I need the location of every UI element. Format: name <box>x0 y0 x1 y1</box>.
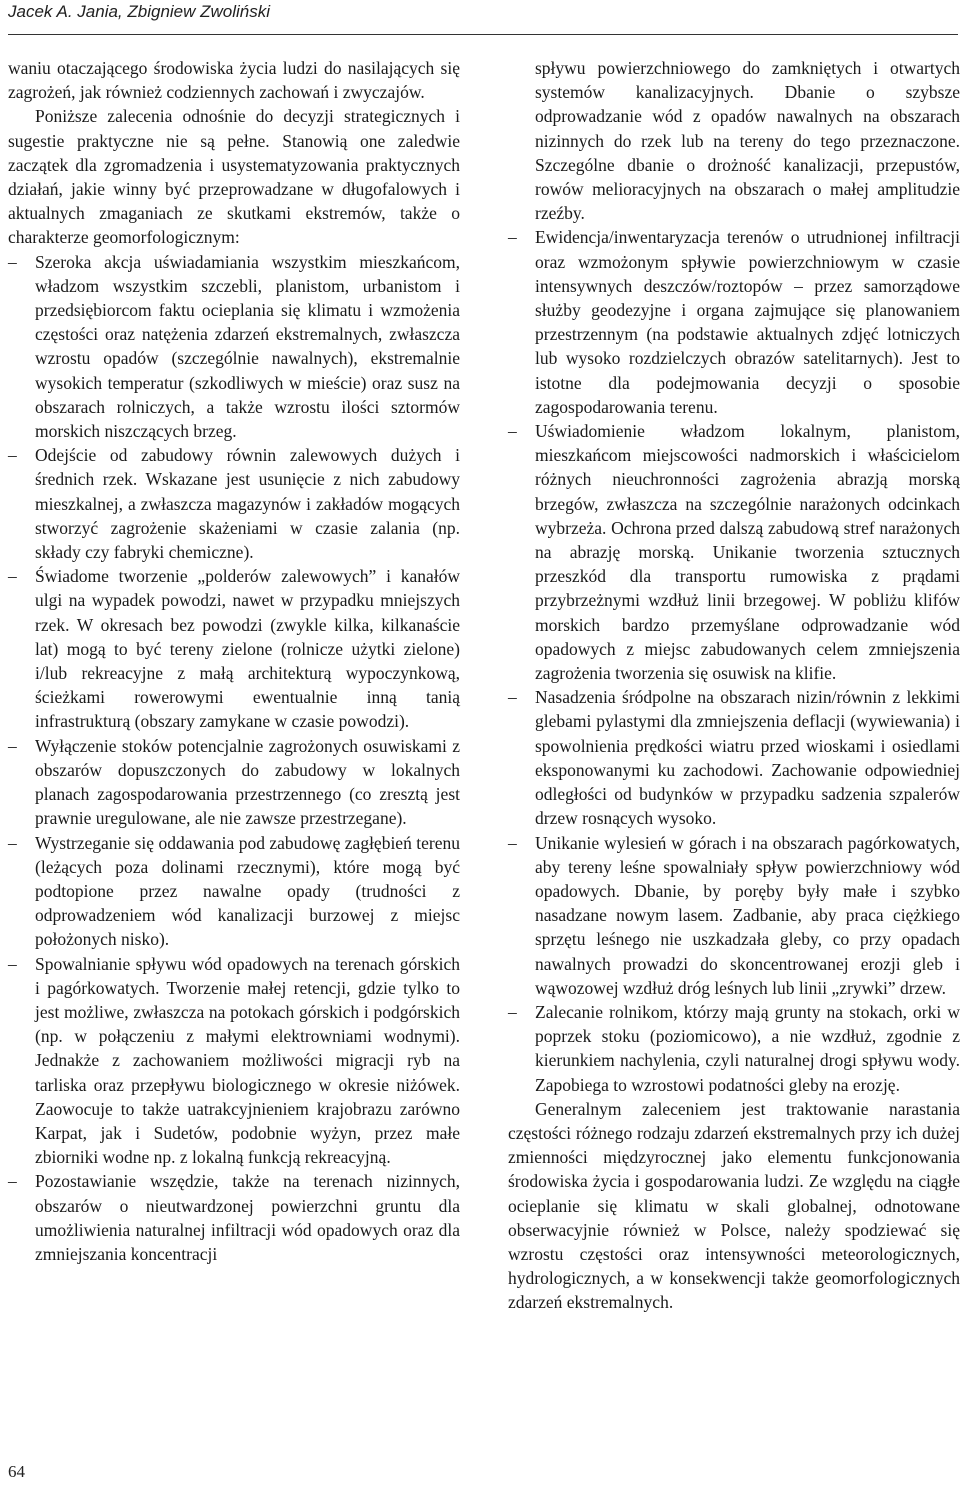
list-item <box>8 952 460 1170</box>
list-item <box>8 564 460 733</box>
dash-bullet: – <box>8 832 17 853</box>
list-item-text: Wyłączenie stoków potencjalnie zagrożonych osuwiskami z obszarów dopuszczonych do zabudowy w lokalnych planach zagospodarowania przestrzennego (co zresztą jest prawnie uregulowane, ale nie zawsze przestrzegane). <box>35 735 460 829</box>
list-item <box>8 831 460 952</box>
list-item-continuation <box>508 56 960 225</box>
dash-bullet: – <box>8 251 17 272</box>
running-header-authors: Jacek A. Jania, Zbigniew Zwoliński <box>8 2 271 21</box>
list-item <box>508 685 960 830</box>
list-item-text: Unikanie wylesień w górach i na obszarach pagórkowatych, aby tereny leśne spowalniały spływ powierzchniowy wód opadowych. Dbanie, by poręby były małe i szybko nasadzane nowym lasem. Zadbanie, aby praca ciężkiego sprzętu leśnego nie uszkadzała gleby, co przy opadach nawalnych prowadzi do skoncentrowanej erozji gleb i wąwozowej wzdłuż dróg leśnych lub linii „zrywki” drzew. <box>535 832 960 998</box>
dash-bullet: – <box>8 735 17 756</box>
left-column <box>8 56 460 1266</box>
list-item <box>508 831 960 1000</box>
list-item <box>508 1000 960 1097</box>
dash-bullet: – <box>508 227 517 248</box>
list-item-text: Świadome tworzenie „polderów zalewowych” i kanałów ulgi na wypadek powodzi, nawet w przypadku mniejszych rzek. W okresach bez powodzi (zwykle kilka, kilkanaście lat) mogą to być tereny zielone (rolnicze użytki zielone) i/lub rekreacyjne z małą architekturą wypoczynkową, ścieżkami rowerowymi ewentualnie inną tanią infrastrukturą (obszary zamykane w czasie powodzi). <box>35 566 460 732</box>
list-item-text: Ewidencja/inwentaryzacja terenów o utrudnionej infiltracji oraz wzmożonym spływie powierzchniowym w czasie intensywnych deszczów/roztopów – przez samorządowe służby geodezyjne i organa zajmujące się planowaniem przestrzennym (na podstawie aktualnych zdjęć lotniczych lub wysoko rozdzielczych obrazów satelitarnych). Jest to istotne dla podejmowania decyzji o sposobie zagospodarowania terenu. <box>535 227 960 417</box>
page-number: 64 <box>8 1462 25 1481</box>
list-item <box>8 734 460 831</box>
list-item-text: Zalecanie rolnikom, którzy mają grunty na stokach, orki w poprzek stoku (poziomicowo), a nie wzdłuż, zgodnie z kierunkiem nachylenia, czyli naturalnej drogi spływu wody. Zapobiega to wzrostowi podatności gleby na erozję. <box>535 1001 960 1095</box>
list-item-text: Odejście od zabudowy równin zalewowych dużych i średnich rzek. Wskazane jest usunięcie z nich zabudowy mieszkalnej, a zwłaszcza magazynów i zakładów mogących stworzyć zagrożenie skażeniami w czasie zalania (np. składy czy fabryki chemiczne). <box>35 445 460 563</box>
list-item-text: spływu powierzchniowego do zamkniętych i otwartych systemów kanalizacyjnych. Dbanie o szybsze odprowadzanie wód z opadów nawalnych na obszarach nizinnych do rzek lub na tereny do tego przeznaczone. Szczególne dbanie o drożność kanalizacji, przepustów, rowów melioracyjnych na obszarach o małej amplitudzie rzeźby. <box>535 58 960 224</box>
paragraph-intro: Poniższe zalecenia odnośnie do decyzji strategicznych i sugestie praktyczne nie są pełne. Stanowią one zaledwie zaczątek dla zgromadzenia i usystematyzowania praktycznych działań, jakie winny być przeprowadzane w długofalowych i aktualnych zmaganiach ze skutkami ekstremów, także o charakterze geomorfologicznym: <box>8 106 460 248</box>
dash-bullet: – <box>8 566 17 587</box>
list-item-text: Spowalnianie spływu wód opadowych na terenach górskich i pagórkowatych. Tworzenie małej retencji, gdzie tylko to jest możliwe, zwłaszcza na potokach górskich i podgórskich (np. w połączeniu z małymi elektrowniami wodnymi). Jednakże z zachowaniem możliwości migracji ryb na tarliska oraz przepływu biologicznego w okresie niżówek. Zaowocuje to także uatrakcyjnieniem krajobrazu zarówno Karpat, jak i Sudetów, podobnie wyżyn, przez małe zbiorniki wodne np. z lokalną funkcją rekreacyjną. <box>35 953 460 1168</box>
list-item <box>8 443 460 564</box>
list-item-text: Uświadomienie władzom lokalnym, planistom, mieszkańcom miejscowości nadmorskich i właścicielom różnych nieuchronności zagrożenia abrazją morską brzegów, zwłaszcza na szczególnie narażonych odcinkach wybrzeża. Ochrona przed dalszą zabudową stref narażonych na abrazję morską. Unikanie tworzenia sztucznych przeszkód dla transportu rumowiska z prądami przybrzeżnymi wzdłuż linii brzegowej. W pobliżu klifów morskich bardzo przemyślane odprowadzanie wód opadowych z miejsc zabudowanych celem zmniejszenia zagrożenia tworzenia się osuwisk na klifie. <box>535 421 960 684</box>
list-item <box>8 250 460 444</box>
recommendation-list-left <box>8 250 460 1267</box>
header-rule <box>8 34 958 35</box>
dash-bullet: – <box>508 421 517 442</box>
list-item <box>8 1169 460 1266</box>
list-item-text: Szeroka akcja uświadamiania wszystkim mieszkańcom, władzom wszystkim szczebli, planistom, urbanistom i przedsiębiorcom faktu ocieplania się klimatu i wzmożenia częstości oraz natężenia zdarzeń ekstremalnych, zwłaszcza wzrostu opadów (szczególnie nawalnych), ekstremalnie wysokich temperatur (szkodliwych w mieście) oraz susz na obszarach rolniczych, a także wzrostu ilości sztormów morskich niszczących brzeg. <box>35 251 460 442</box>
dash-bullet: – <box>508 832 517 853</box>
list-item-text: Pozostawianie wszędzie, także na terenach nizinnych, obszarów o nieutwardzonej powierzchni gruntu dla umożliwienia naturalnej infiltracji wód opadowych oraz dla zmniejszania koncentracji <box>35 1171 460 1264</box>
dash-bullet: – <box>508 687 517 708</box>
paragraph-continuation: waniu otaczającego środowiska życia ludzi do nasilających się zagrożeń, jak również codziennych zachowań i zwyczajów. <box>8 58 460 103</box>
right-column <box>508 56 960 1315</box>
paragraph-closing: Generalnym zaleceniem jest traktowanie narastania częstości różnego rodzaju zdarzeń ekstremalnych przy ich dużej zmienności międzyrocznej jako elementu funkcjonowania środowiska życia i gospodarowania ludzi. Ze względu na ciągłe ocieplanie się klimatu w skali globalnej, odnotowane obserwacyjnie również w Polsce, należy spodziewać się wzrostu częstości oraz intensywności meteorologicznych, hydrologicznych, a w konsekwencji także geomorfologicznych zdarzeń ekstremalnych. <box>508 1098 960 1313</box>
dash-bullet: – <box>8 445 17 466</box>
list-item <box>508 225 960 419</box>
dash-bullet: – <box>8 953 17 974</box>
dash-bullet: – <box>508 1001 517 1022</box>
recommendation-list-right <box>508 56 960 1097</box>
list-item <box>508 419 960 685</box>
list-item-text: Nasadzenia śródpolne na obszarach nizin/równin z lekkimi glebami pylastymi dla zmniejszenia deflacji (wywiewania) i spowolnienia prędkości wiatru przed wioskami i osiedlami eksponowanymi ku zachodowi. Zachowanie odpowiedniej odległości od budynków w przypadku sadzenia szpalerów drzew rosnących wysoko. <box>535 687 960 829</box>
dash-bullet: – <box>8 1171 17 1192</box>
list-item-text: Wystrzeganie się oddawania pod zabudowę zagłębień terenu (leżących poza dolinami rzecznymi), które mogą być podtopione przez nawalne opady (trudności z odprowadzeniem wód kanalizacji burzowej z miejsc położonych nisko). <box>35 832 460 950</box>
